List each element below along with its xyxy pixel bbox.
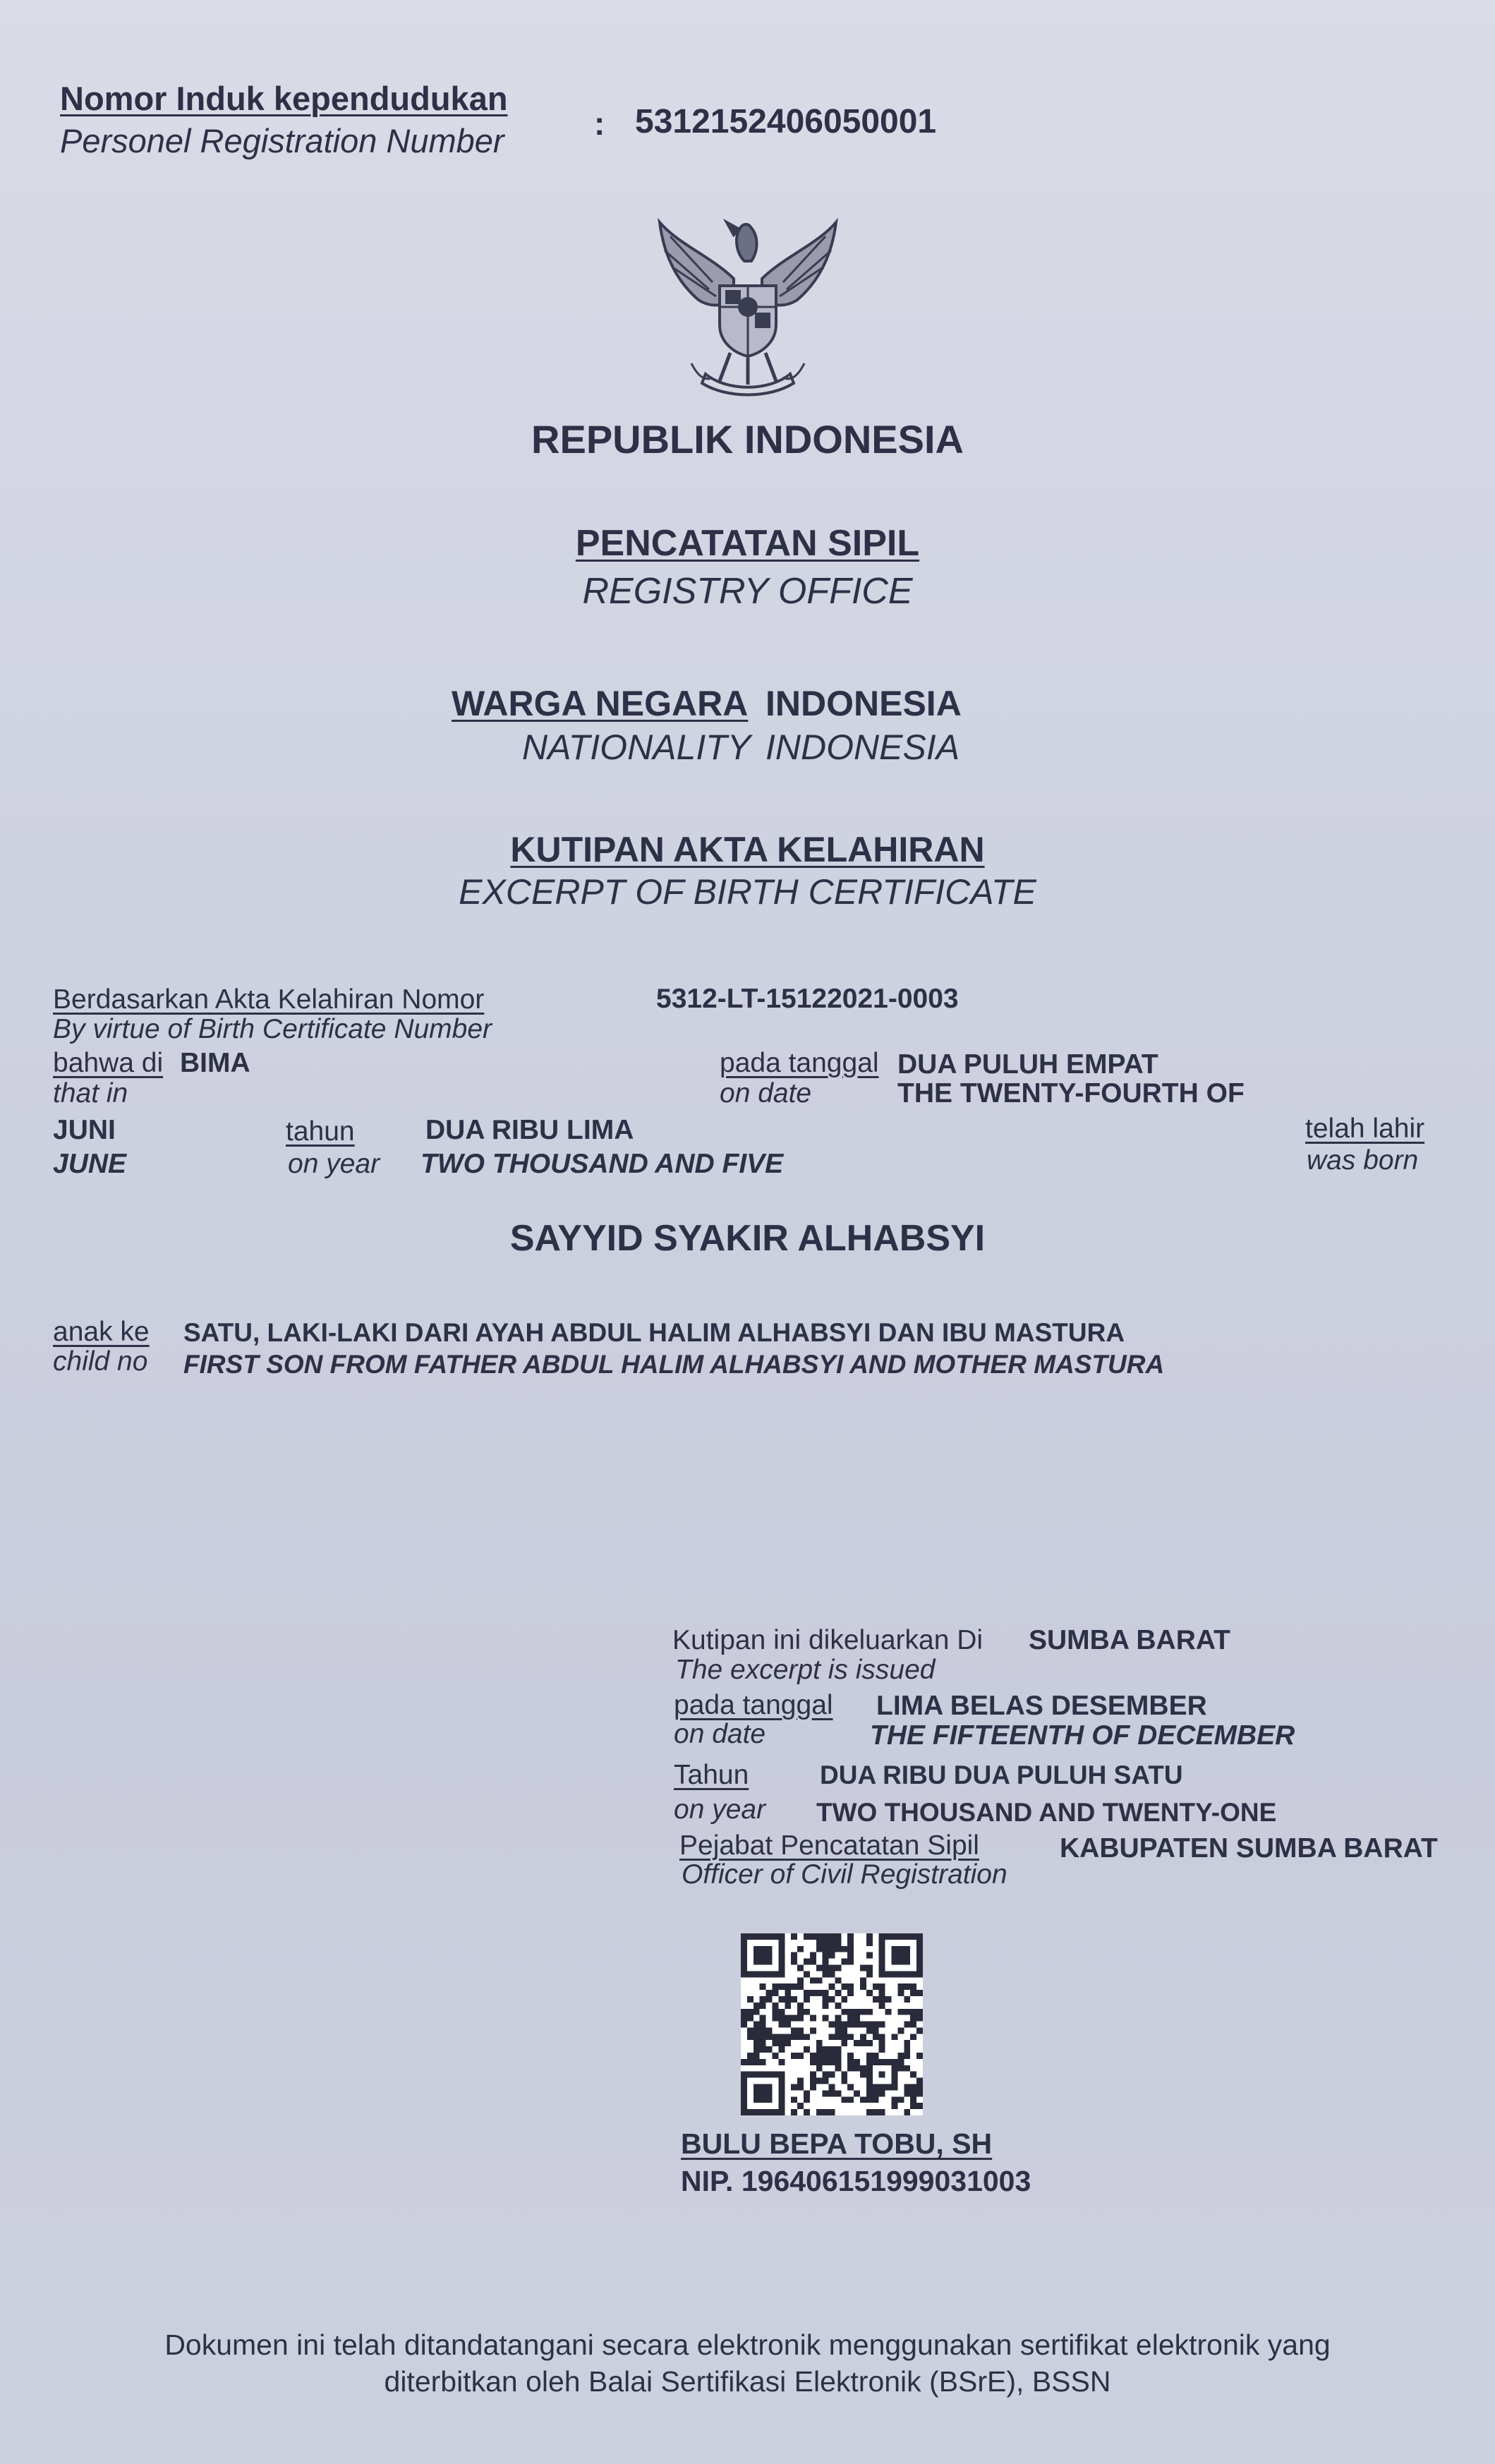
birth-date-value-en: THE TWENTY-FOURTH OF (897, 1078, 1245, 1109)
birth-place-label-en: that in (53, 1078, 128, 1109)
nationality-label-id: WARGA NEGARA (452, 684, 749, 723)
issued-date-label-en: on date (674, 1719, 766, 1749)
nationality-value-id: INDONESIA (765, 684, 962, 723)
birth-place-value: BIMA (180, 1048, 250, 1078)
certificate-number-value: 5312-LT-15122021-0003 (656, 984, 959, 1014)
birth-month-id: JUNI (53, 1115, 116, 1145)
footer-line-1: Dokumen ini telah ditandatangani secara elektronik menggunakan sertifikat elektronik yang (164, 2329, 1331, 2361)
child-parents-value-en: FIRST SON FROM FATHER ABDUL HALIM ALHABSYI AND MOTHER MASTURA (183, 1350, 1165, 1379)
document-title-id (0, 829, 1495, 870)
document-title-id-text: KUTIPAN AKTA KELAHIRAN (510, 830, 985, 869)
footer-line-2: diterbitkan oleh Balai Sertifikasi Elektronik (BSrE), BSSN (384, 2365, 1111, 2398)
registration-label-en: Personel Registration Number (60, 122, 504, 159)
registration-number: 5312152406050001 (635, 103, 937, 140)
officer-label-en: Officer of Civil Registration (682, 1859, 1007, 1890)
certificate-number-label-en: By virtue of Birth Certificate Number (53, 1014, 492, 1044)
was-born-label-id: telah lahir (1305, 1113, 1425, 1144)
issued-year-label-id: Tahun (674, 1760, 749, 1790)
birth-date-value-id: DUA PULUH EMPAT (897, 1049, 1158, 1080)
republic-title: REPUBLIK INDONESIA (531, 417, 964, 461)
birth-date-label-id: pada tanggal (720, 1048, 879, 1078)
registration-colon: : (594, 105, 605, 142)
issued-date-value-id: LIMA BELAS DESEMBER (876, 1691, 1207, 1721)
birth-year-label-id: tahun (286, 1116, 355, 1147)
issued-at-value: SUMBA BARAT (1029, 1625, 1230, 1655)
birth-place-label-id: bahwa di (53, 1048, 164, 1078)
child-parents-value-id: SATU, LAKI-LAKI DARI AYAH ABDUL HALIM ALHABSYI DAN IBU MASTURA (183, 1318, 1125, 1347)
child-order-label-id: anak ke (53, 1317, 150, 1347)
garuda-emblem-icon (649, 201, 847, 399)
birth-date-label-en: on date (720, 1078, 812, 1109)
officer-label-id: Pejabat Pencatatan Sipil (679, 1830, 979, 1861)
issued-year-value-en: TWO THOUSAND AND TWENTY-ONE (816, 1798, 1277, 1827)
birth-year-value-id: DUA RIBU LIMA (425, 1115, 634, 1145)
signer-name: BULU BEPA TOBU, SH (681, 2127, 993, 2160)
was-born-label-en: was born (1307, 1145, 1419, 1176)
issued-at-label-id: Kutipan ini dikeluarkan Di (672, 1625, 983, 1655)
child-order-label-en: child no (53, 1346, 148, 1377)
qr-code-icon (741, 1933, 923, 2115)
birth-year-value-en: TWO THOUSAND AND FIVE (420, 1149, 784, 1179)
issued-date-label-id: pada tanggal (674, 1690, 833, 1720)
signer-nip: NIP. 196406151999031003 (681, 2165, 1031, 2197)
certificate-number-label-id: Berdasarkan Akta Kelahiran Nomor (53, 984, 485, 1015)
issued-date-value-en: THE FIFTEENTH OF DECEMBER (870, 1720, 1295, 1751)
document-title-en: EXCERPT OF BIRTH CERTIFICATE (459, 872, 1036, 912)
officer-regency-value: KABUPATEN SUMBA BARAT (1060, 1833, 1438, 1864)
registry-office-id-text: PENCATATAN SIPIL (575, 523, 920, 564)
registration-label-id: Nomor Induk kependudukan (60, 80, 508, 117)
issued-year-value-id: DUA RIBU DUA PULUH SATU (820, 1761, 1183, 1789)
nationality-value-en: INDONESIA (765, 727, 960, 767)
issued-at-label-en: The excerpt is issued (675, 1655, 936, 1685)
birth-year-label-en: on year (288, 1149, 380, 1179)
registry-office-id (0, 522, 1495, 564)
birth-month-en: JUNE (53, 1149, 127, 1179)
issued-year-label-en: on year (674, 1794, 766, 1825)
registry-office-en: REGISTRY OFFICE (582, 571, 913, 612)
nationality-label-en: NATIONALITY (522, 727, 751, 767)
child-full-name: SAYYID SYAKIR ALHABSYI (509, 1218, 986, 1259)
